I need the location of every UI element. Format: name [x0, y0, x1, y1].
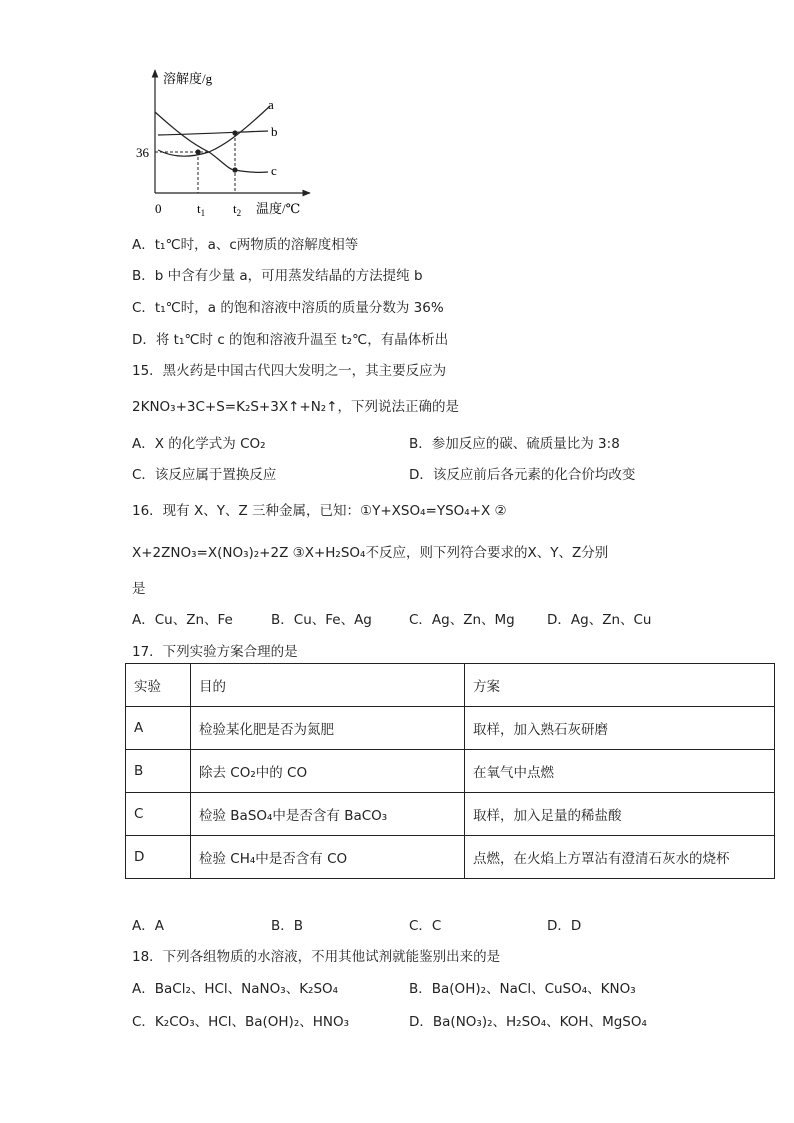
q16-option-c: C．Ag、Zn、Mg: [409, 612, 515, 628]
q14-option-b: B．b 中含有少量 a，可用蒸发结晶的方法提纯 b: [132, 268, 423, 284]
table-row: [126, 836, 775, 879]
q14-option-a: A．t₁℃时，a、c两物质的溶解度相等: [132, 237, 359, 253]
x-tick-0: 0: [155, 201, 162, 216]
label-a: a: [268, 97, 274, 112]
q15-option-d: D．该反应前后各元素的化合价均改变: [409, 467, 636, 483]
y-tick-36: 36: [136, 145, 149, 160]
curve-c: [155, 112, 268, 172]
table-row: [126, 750, 775, 793]
point-c-t2: [232, 167, 237, 172]
cell-plan: 点燃，在火焰上方罩沾有澄清石灰水的烧杯: [465, 836, 775, 879]
q15-stem: 15．黑火药是中国古代四大发明之一，其主要反应为: [132, 363, 447, 379]
table-row: [126, 707, 775, 750]
cell-experiment: C: [126, 793, 191, 836]
q18-option-d: D．Ba(NO₃)₂、H₂SO₄、KOH、MgSO₄: [409, 1014, 647, 1030]
q17-option-a: A．A: [132, 918, 164, 934]
q16-option-b: B．Cu、Fe、Ag: [271, 612, 372, 628]
header-experiment: 实验: [126, 664, 191, 707]
cell-plan: 取样，加入熟石灰研磨: [465, 707, 775, 750]
experiment-table: [125, 663, 775, 879]
x-axis-label: 温度/℃: [256, 201, 301, 216]
cell-experiment: B: [126, 750, 191, 793]
table-header-row: [126, 664, 775, 707]
q16-line1: 16．现有 X、Y、Z 三种金属，已知：①Y+XSO₄=YSO₄+X ②: [132, 503, 507, 519]
cell-purpose: 检验 CH₄中是否含有 CO: [191, 836, 465, 879]
q17-stem: 17．下列实验方案合理的是: [132, 644, 298, 660]
q16-option-a: A．Cu、Zn、Fe: [132, 612, 233, 628]
cell-plan: 取样，加入足量的稀盐酸: [465, 793, 775, 836]
q15-option-a: A．X 的化学式为 CO₂: [132, 436, 266, 452]
solubility-chart: [130, 62, 330, 222]
label-b: b: [271, 124, 278, 139]
cell-experiment: A: [126, 707, 191, 750]
q14-option-d: D．将 t₁℃时 c 的饱和溶液升温至 t₂℃，有晶体析出: [132, 332, 449, 348]
q17-option-d: D．D: [547, 918, 582, 934]
curve-b: [158, 131, 268, 135]
q15-option-b: B．参加反应的碳、硫质量比为 3:8: [409, 436, 620, 452]
point-a-b-t2: [232, 130, 237, 135]
table-row: [126, 793, 775, 836]
y-axis-label: 溶解度/g: [163, 71, 213, 86]
q18-option-c: C．K₂CO₃、HCl、Ba(OH)₂、HNO₃: [132, 1014, 350, 1030]
cell-experiment: D: [126, 836, 191, 879]
x-tick-t1: $t_1$: [197, 201, 206, 218]
q16-line2: X+2ZNO₃=X(NO₃)₂+2Z ③X+H₂SO₄不反应，则下列符合要求的X、Y、Z分别: [132, 545, 609, 561]
q18-option-a: A．BaCl₂、HCl、NaNO₃、K₂SO₄: [132, 981, 339, 997]
q14-option-c: C．t₁℃时，a 的饱和溶液中溶质的质量分数为 36%: [132, 300, 444, 316]
cell-purpose: 检验 BaSO₄中是否含有 BaCO₃: [191, 793, 465, 836]
q16-option-d: D．Ag、Zn、Cu: [547, 612, 652, 628]
q15-option-c: C．该反应属于置换反应: [132, 467, 277, 483]
q17-option-c: C．C: [409, 918, 442, 934]
q18-option-b: B．Ba(OH)₂、NaCl、CuSO₄、KNO₃: [409, 981, 636, 997]
header-purpose: 目的: [191, 664, 465, 707]
x-tick-t2: $t_2$: [233, 201, 242, 218]
q15-equation: 2KNO₃+3C+S=K₂S+3X↑+N₂↑，下列说法正确的是: [132, 399, 460, 415]
cell-plan: 在氧气中点燃: [465, 750, 775, 793]
cell-purpose: 检验某化肥是否为氮肥: [191, 707, 465, 750]
q17-option-b: B．B: [271, 918, 304, 934]
q16-line3: 是: [132, 581, 146, 597]
point-a-c-t1: [195, 149, 200, 154]
header-plan: 方案: [465, 664, 775, 707]
q18-stem: 18．下列各组物质的水溶液，不用其他试剂就能鉴别出来的是: [132, 949, 501, 965]
label-c: c: [271, 163, 277, 178]
cell-purpose: 除去 CO₂中的 CO: [191, 750, 465, 793]
